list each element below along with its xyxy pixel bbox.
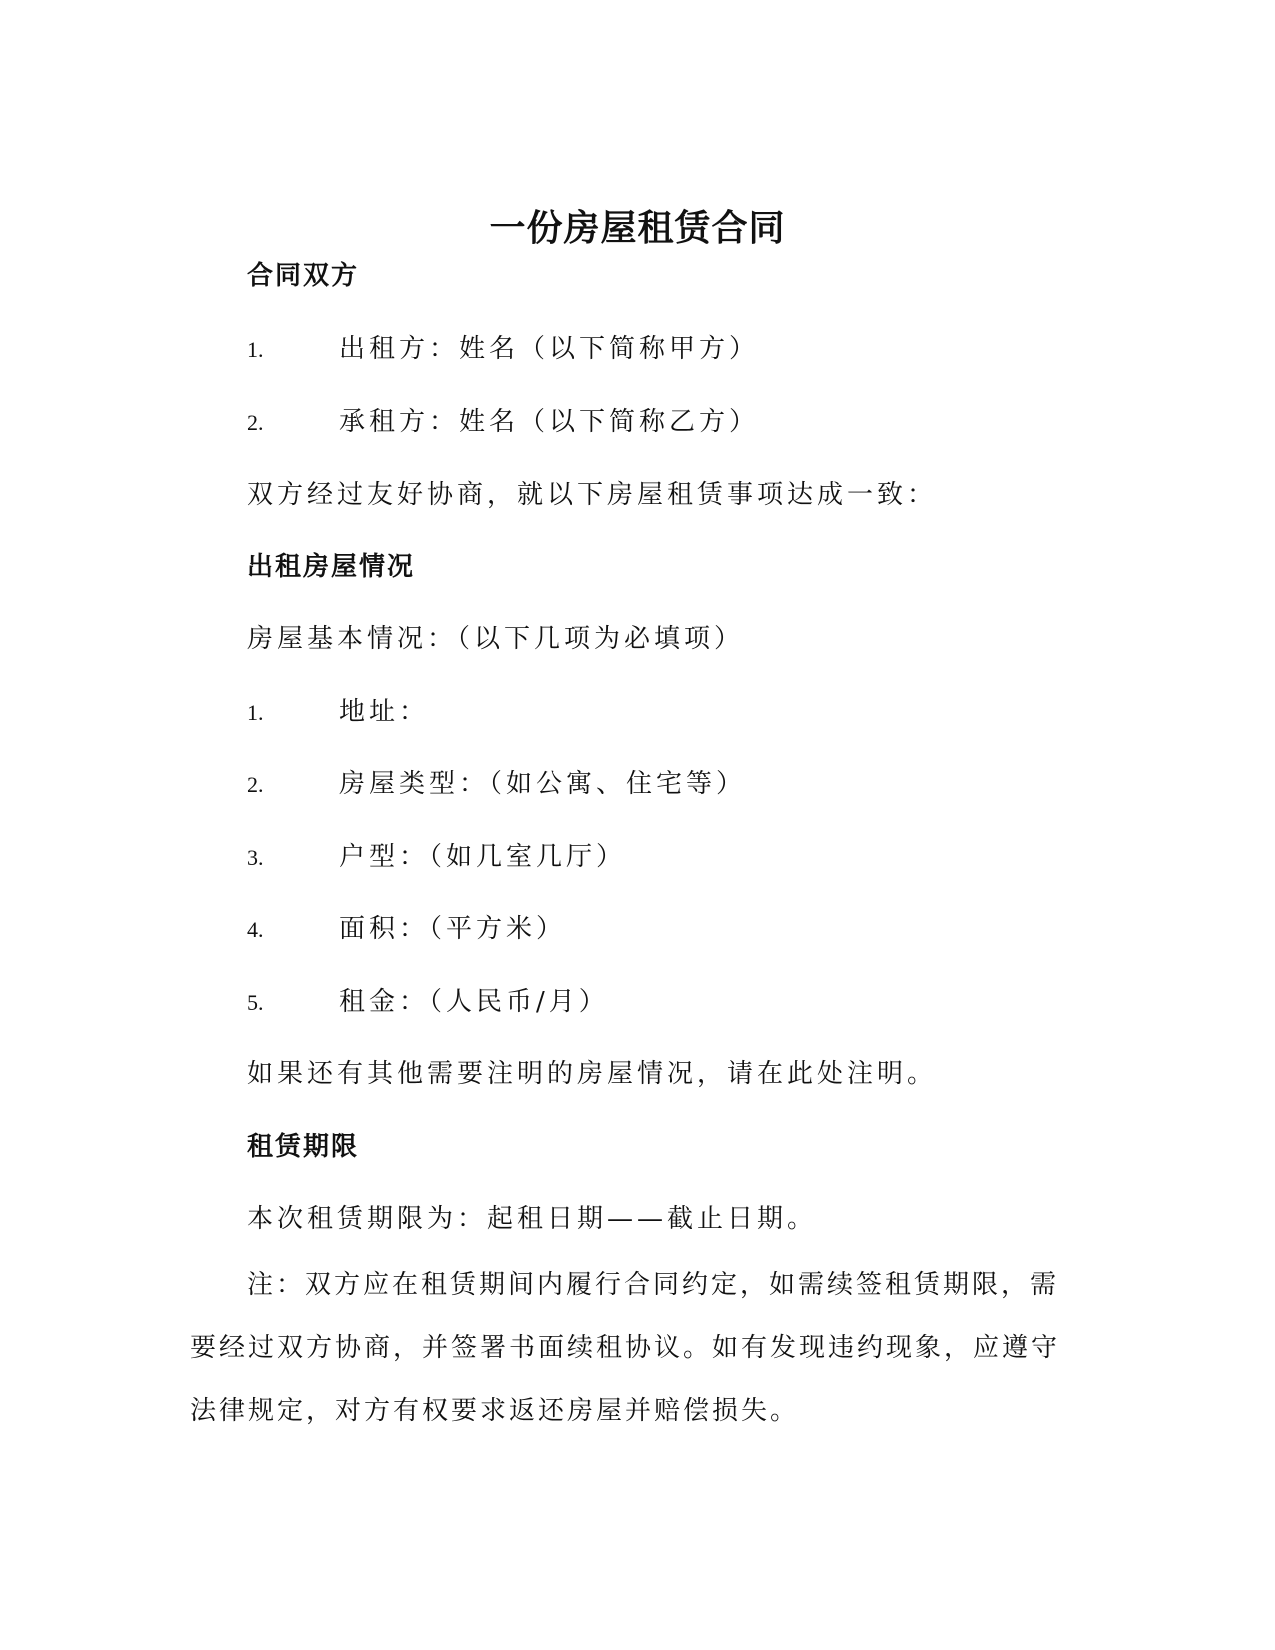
section-heading-parties: 合同双方 xyxy=(247,261,360,291)
list-item xyxy=(247,763,746,800)
document-title: 一份房屋租赁合同 xyxy=(489,208,786,249)
list-item-number: 2. xyxy=(247,772,264,797)
term-period: 本次租赁期限为：起租日期——截止日期。 xyxy=(247,1204,818,1234)
list-item xyxy=(247,691,429,728)
list-item-number: 1. xyxy=(247,337,264,362)
agreement-text: 双方经过友好协商，就以下房屋租赁事项达成一致： xyxy=(247,480,938,510)
list-item xyxy=(247,981,609,1018)
list-item-number: 5. xyxy=(247,990,264,1015)
list-item-text: 地址： xyxy=(339,697,430,727)
list-item-number: 1. xyxy=(247,700,264,725)
list-item-text: 面积：（平方米） xyxy=(339,914,567,944)
list-item xyxy=(247,836,626,873)
list-item xyxy=(247,908,566,945)
list-item-text: 租金：（人民币/月） xyxy=(339,987,609,1017)
list-item xyxy=(247,401,759,438)
section-heading-term: 租赁期限 xyxy=(247,1132,360,1162)
list-item-text: 出租方：姓名（以下简称甲方） xyxy=(339,334,760,364)
list-item xyxy=(247,328,759,365)
property-intro: 房屋基本情况：（以下几项为必填项） xyxy=(247,624,745,654)
term-remark: 注：双方应在租赁期间内履行合同约定，如需续签租赁期限，需要经过双方协商，并签署书面续租协议。如有发现违约现象，应遵守法律规定，对方有权要求返还房屋并赔偿损失。 xyxy=(190,1270,1061,1426)
property-note: 如果还有其他需要注明的房屋情况，请在此处注明。 xyxy=(247,1059,938,1089)
list-item-text: 承租方：姓名（以下简称乙方） xyxy=(339,407,760,437)
section-heading-property: 出租房屋情况 xyxy=(247,552,416,582)
list-item-number: 2. xyxy=(247,410,264,435)
list-item-text: 户型：（如几室几厅） xyxy=(339,842,627,872)
list-item-number: 3. xyxy=(247,845,264,870)
list-item-text: 房屋类型：（如公寓、住宅等） xyxy=(339,769,747,799)
list-item-number: 4. xyxy=(247,917,264,942)
